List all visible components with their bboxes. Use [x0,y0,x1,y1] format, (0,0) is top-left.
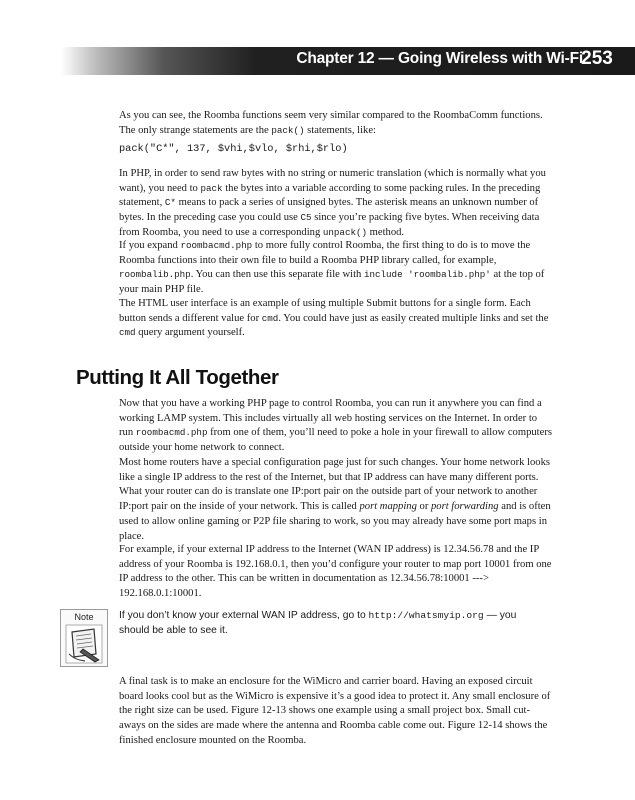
note-icon [65,624,103,664]
text: and is often used to allow online gaming or P2P file sharing to work, so you may already have some port maps in place. [119,501,551,542]
text: . You can then use this separate file with [190,269,364,281]
text: If you expand [119,240,181,251]
text: If you don’t know your external WAN IP address, go to [119,610,369,621]
note-url: http://whatsmyip.org [368,610,484,621]
text: . You could have just as easily created multiple links and set the [278,312,549,324]
text: statements, like: [304,124,376,136]
text: Most home routers have a special configuration page just for such changes. Your home network looks like a single IP address to the rest of the Internet, but that IP address can have many different ports. What your router can do is translate one IP:port pair on the outside part of your network to another IP:port pair on the inside of your network. This is called [119,457,551,513]
text: method. [367,226,405,238]
paragraph-html-ui [119,297,553,341]
note-text [119,609,549,638]
section-heading: Putting It All Together [76,366,279,389]
paragraph-example-ip [119,543,553,602]
text: from one of them, you’ll need to poke a hole in your firewall to allow computers outside your home network to connect. [119,427,552,454]
note-label: Note [74,612,94,622]
text: to more fully control Roomba, the first thing to do is to move the Roomba functions into their own file to build a Roomba PHP library called, for example, [119,240,531,266]
paragraph-pack-explanation [119,167,553,241]
inline-code: include 'roombalib.php' [363,269,491,281]
emphasis: port forwarding [431,501,499,513]
text: since you’re packing five bytes. When receiving data from Roomba, you need to use a corresponding [119,212,540,238]
text: — you should be able to see it. [119,610,517,636]
code-line: pack("C*", 137, $vhi,$vlo, $rhi,$rlo) [119,143,348,155]
text: For example, if your external IP address to the Internet (WAN IP address) is 12.34.56.78 and the IP address of your Roomba is 192.168.0.1, then you’d configure your router to map port 10001 from one IP address to the other. This can be written in documentation as 12.34.56.78:10001 ---> 192.168.0.1:10001. [119,544,552,600]
inline-code: unpack() [322,226,367,238]
paragraph-lamp [119,397,553,456]
paragraph-port-mapping [119,456,553,544]
inline-code: pack [200,182,223,194]
paragraph-pack-intro [119,109,553,138]
text: A final task is to make an enclosure for the WiMicro and carrier board. Having an exposed circuit board looks cool but as the WiMicro is expensive it’s a good idea to protect it. Any small enclosure of the right size can be used. Figure 12-13 shows one example using a small project box. Small cut-aways on the sides are made where the antenna and Roomba cable come out. Figure 12-14 shows the finished enclosure mounted on the Roomba. [119,676,551,746]
text: The HTML user interface is an example of using multiple Submit buttons for a single form. Each button sends a different value for [119,298,531,324]
inline-code: C5 [300,212,312,224]
text: Now that you have a working PHP page to control Roomba, you can run it anywhere you can find a working LAMP system. This includes virtually all web hosting services on the Internet. In order to run [119,398,542,439]
inline-code: pack() [271,124,305,136]
note-box [60,609,108,667]
page-number: 253 [581,48,613,69]
text: As you can see, the Roomba functions seem very similar compared to the RoombaComm functions. The only strange statements are the [119,110,543,136]
inline-code: cmd [119,327,136,339]
text: means to pack a series of unsigned bytes. The asterisk means an unknown number of bytes. In the preceding case you could use [119,197,539,224]
inline-code: cmd [261,312,279,324]
inline-code: C* [164,197,176,209]
text: the bytes into a variable according to some packing rules. In the preceding statement, [119,182,541,209]
text: In PHP, in order to send raw bytes with no string or numeric translation (which is normally what you want), you need to [119,168,546,194]
paragraph-library [119,239,553,298]
inline-code: roombalib.php [119,269,191,281]
inline-code: roombacmd.php [180,240,253,251]
text: query argument yourself. [135,327,245,339]
text: or [416,501,431,513]
chapter-title: Chapter 12 — Going Wireless with Wi-Fi [296,50,583,67]
emphasis: port mapping [359,501,417,513]
text: at the top of your main PHP file. [119,269,545,296]
paragraph-enclosure [119,675,553,749]
inline-code: roombacmd.php [135,427,208,439]
